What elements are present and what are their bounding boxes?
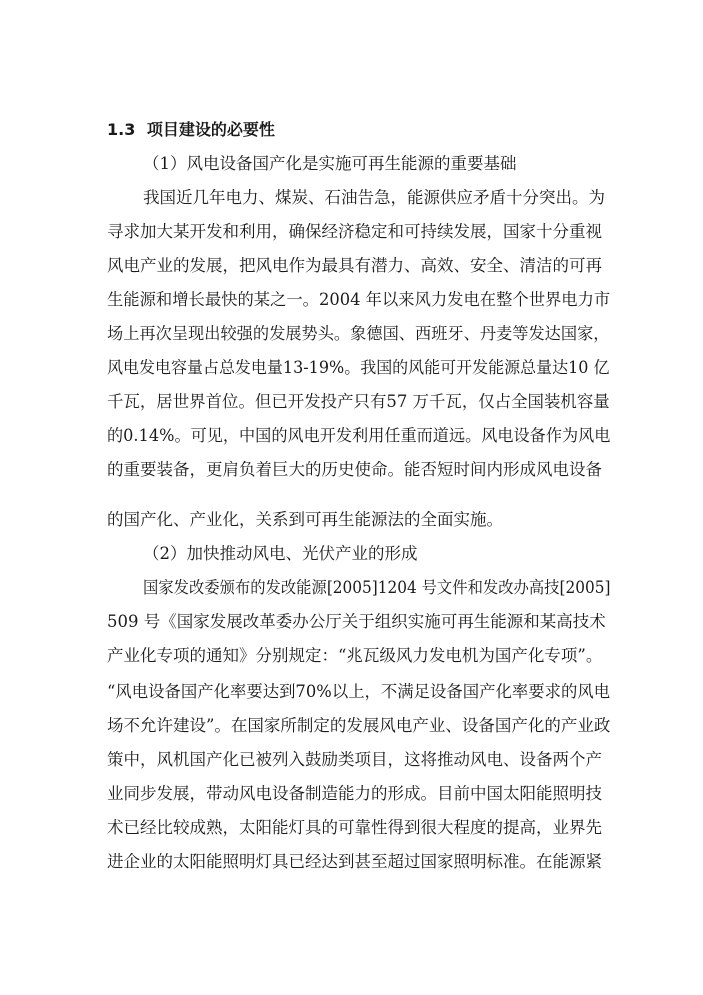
paragraph-2-line: 509 号《国家发展改革委办公厅关于组织实施可再生能源和某高技术 (107, 612, 606, 631)
paragraph-1-line: 风电产业的发展，把风电作为最具有潜力、高效、安全、清洁的可再 (107, 256, 602, 275)
paragraph-1-line: 我国近几年电力、煤炭、石油告急，能源供应矛盾十分突出。为 (143, 188, 605, 207)
section-title: 项目建设的必要性 (146, 120, 275, 139)
paragraph-2-line: 产业化专项的通知》分别规定：“兆瓦级风力发电机为国产化专项”。 (107, 646, 603, 665)
paragraph-2-line: 国家发改委颁布的发改能源[2005]1204 号文件和发改办高技[2005] (143, 578, 611, 597)
paragraph-2-line: 策中，风机国产化已被列入鼓励类项目，这将推动风电、设备两个产 (107, 750, 602, 769)
paragraph-1-line: 风电发电容量占总发电量13-19%。我国的风能可开发能源总量达10 亿 (107, 358, 610, 377)
paragraph-2-line: “风电设备国产化率要达到70%以上，不满足设备国产化率要求的风电 (107, 682, 611, 701)
paragraph-1-line: 生能源和增长最快的某之一。2004 年以来风力发电在整个世界电力市 (107, 290, 611, 309)
paragraph-1-line: 场上再次呈现出较强的发展势头。象德国、西班牙、丹麦等发达国家， (107, 324, 610, 343)
paragraph-1-line: 千瓦，居世界首位。但已开发投产只有57 万千瓦，仅占全国装机容量 (107, 392, 610, 411)
paragraph-2-line: 业同步发展，带动风电设备制造能力的形成。目前中国太阳能照明技 (107, 784, 602, 803)
paragraph-2-line: 场不允许建设”。在国家所制定的发展风电产业、设备国产化的产业政 (107, 716, 611, 735)
paragraph-1-line: 的0.14%。可见，中国的风电开发利用任重而道远。风电设备作为风电 (107, 426, 611, 445)
paragraph-2-line: 进企业的太阳能照明灯具已经达到甚至超过国家照明标准。在能源紧 (107, 852, 602, 871)
subsection-2-title: （2）加快推动风电、光伏产业的形成 (143, 544, 418, 563)
section-heading (107, 118, 275, 142)
paragraph-1-line: 的国产化、产业化，关系到可再生能源法的全面实施。 (107, 510, 503, 529)
subsection-1-title: （1）风电设备国产化是实施可再生能源的重要基础 (143, 154, 517, 173)
paragraph-1-line: 寻求加大某开发和利用，确保经济稳定和可持续发展，国家十分重视 (107, 222, 602, 241)
paragraph-2-line: 术已经比较成熟，太阳能灯具的可靠性得到很大程度的提高，业界先 (107, 818, 602, 837)
paragraph-1-line: 的重要装备，更肩负着巨大的历史使命。能否短时间内形成风电设备 (107, 460, 602, 479)
section-number: 1.3 (107, 120, 136, 139)
